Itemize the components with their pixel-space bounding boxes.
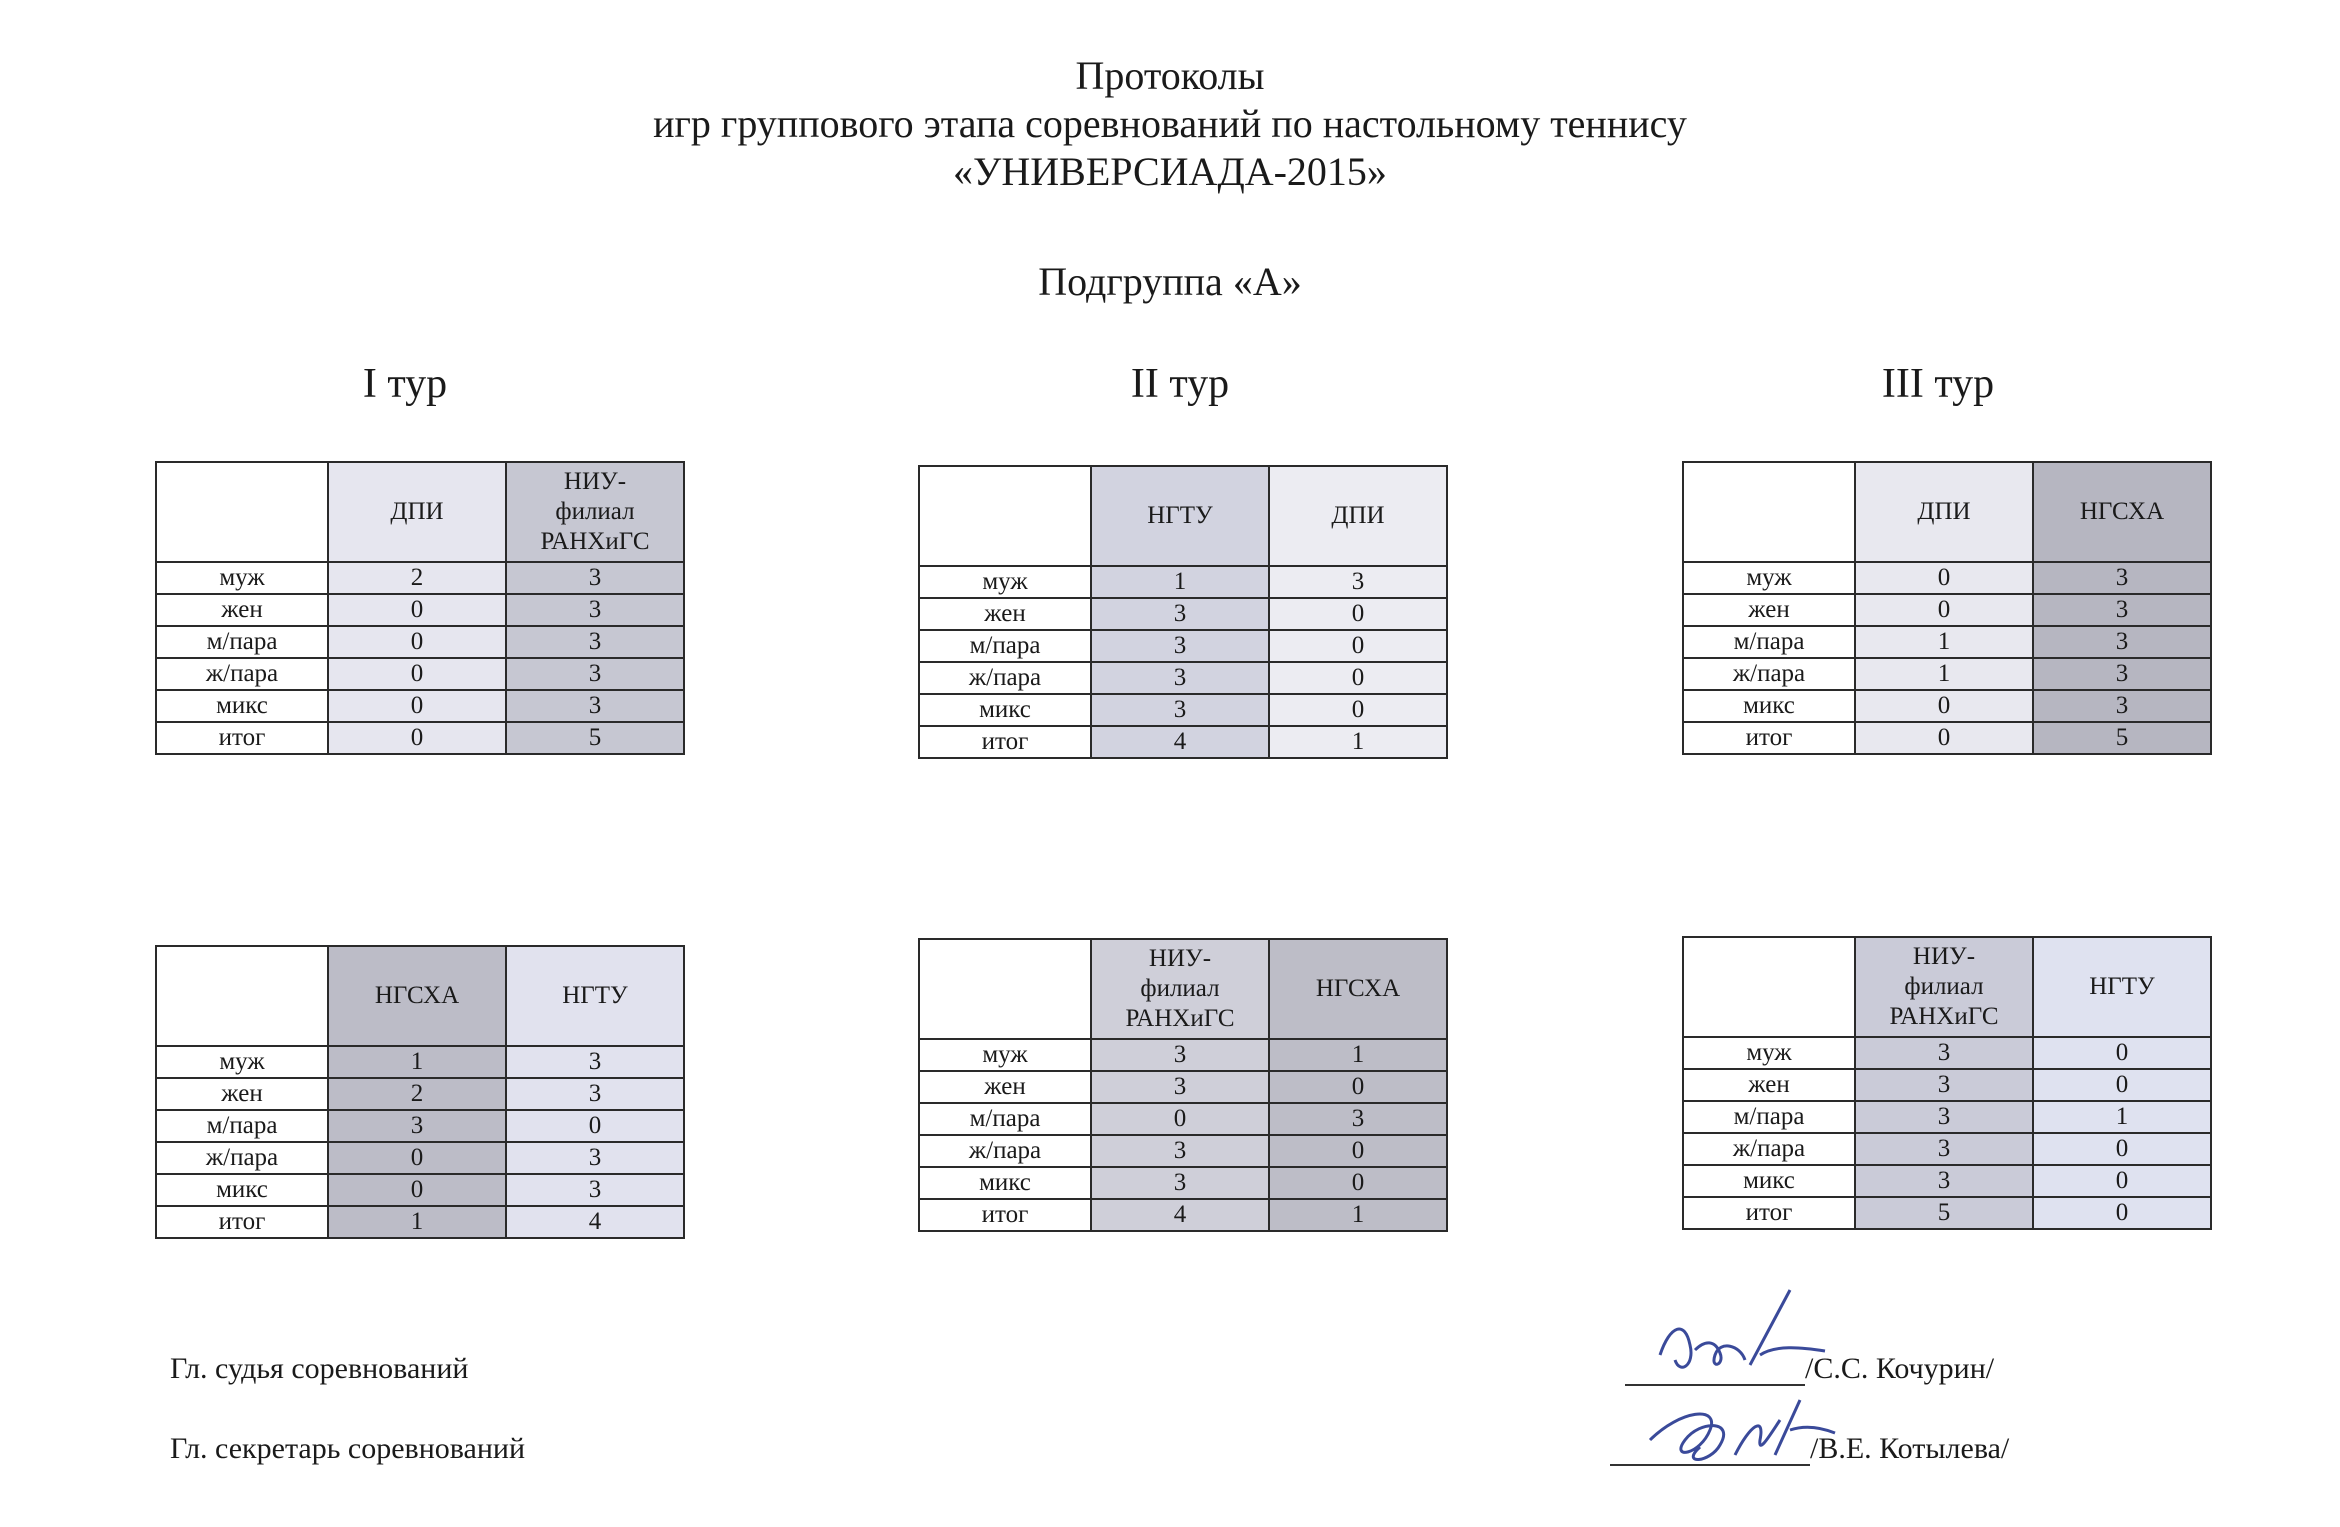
team-b-score: 3 — [506, 594, 684, 626]
team-b-score: 1 — [1269, 1199, 1447, 1231]
table-row — [156, 722, 684, 754]
row-label: м/пара — [919, 1103, 1091, 1135]
team-a-score: 0 — [1091, 1103, 1269, 1135]
table-header-row — [156, 462, 684, 562]
table-header-row — [1683, 462, 2211, 562]
table-row — [1683, 594, 2211, 626]
table-row — [919, 726, 1447, 758]
title-line-3: «УНИВЕРСИАДА-2015» — [953, 149, 1387, 194]
team-b-score: 1 — [1269, 1039, 1447, 1071]
team-b-score: 3 — [2033, 594, 2211, 626]
judge-signature-image — [1640, 1285, 1840, 1395]
team-a-score: 0 — [328, 1142, 506, 1174]
row-label: м/пара — [1683, 1101, 1855, 1133]
team-a-score: 3 — [1855, 1037, 2033, 1069]
row-label: итог — [919, 1199, 1091, 1231]
team-b-header: ДПИ — [1269, 466, 1447, 566]
team-b-score: 0 — [2033, 1197, 2211, 1229]
team-a-score: 2 — [328, 562, 506, 594]
team-a-score: 3 — [328, 1110, 506, 1142]
team-b-score: 1 — [1269, 726, 1447, 758]
document-title — [0, 52, 2340, 196]
team-b-score: 0 — [1269, 598, 1447, 630]
row-label: ж/пара — [919, 1135, 1091, 1167]
table-row — [156, 690, 684, 722]
team-b-score: 1 — [2033, 1101, 2211, 1133]
table-row — [1683, 722, 2211, 754]
team-b-header: НГТУ — [506, 946, 684, 1046]
team-a-score: 1 — [1091, 566, 1269, 598]
row-label: итог — [919, 726, 1091, 758]
table-row — [919, 1039, 1447, 1071]
team-a-score: 3 — [1855, 1133, 2033, 1165]
team-a-score: 1 — [328, 1046, 506, 1078]
team-a-score: 0 — [328, 690, 506, 722]
table-row — [156, 1078, 684, 1110]
team-b-score: 0 — [1269, 662, 1447, 694]
team-a-header: НГТУ — [1091, 466, 1269, 566]
team-b-score: 3 — [506, 562, 684, 594]
row-label: жен — [1683, 594, 1855, 626]
team-a-header: ДПИ — [328, 462, 506, 562]
team-a-score: 0 — [328, 1174, 506, 1206]
row-label: ж/пара — [156, 658, 328, 690]
team-b-score: 5 — [2033, 722, 2211, 754]
table-row — [919, 662, 1447, 694]
table-row — [156, 594, 684, 626]
header-corner-cell — [156, 462, 328, 562]
team-a-score: 0 — [328, 594, 506, 626]
table-row — [919, 1135, 1447, 1167]
team-a-score: 3 — [1855, 1069, 2033, 1101]
team-a-score: 0 — [1855, 562, 2033, 594]
team-b-score: 5 — [506, 722, 684, 754]
team-a-header: НИУ- филиал РАНХиГС — [1091, 939, 1269, 1039]
header-corner-cell — [1683, 462, 1855, 562]
table-row — [1683, 658, 2211, 690]
team-a-score: 1 — [328, 1206, 506, 1238]
table-row — [156, 1206, 684, 1238]
row-label: муж — [919, 566, 1091, 598]
round-title-3: III тур — [1881, 361, 1995, 407]
row-label: итог — [1683, 1197, 1855, 1229]
row-label: муж — [156, 562, 328, 594]
team-a-score: 0 — [328, 626, 506, 658]
team-b-score: 3 — [2033, 626, 2211, 658]
subgroup-title: Подгруппа «А» — [1038, 259, 1302, 304]
row-label: муж — [156, 1046, 328, 1078]
team-a-score: 3 — [1091, 1167, 1269, 1199]
row-label: жен — [919, 598, 1091, 630]
row-label: жен — [156, 594, 328, 626]
table-row — [1683, 1069, 2211, 1101]
match-table — [155, 945, 685, 1239]
team-a-score: 3 — [1091, 662, 1269, 694]
row-label: ж/пара — [1683, 1133, 1855, 1165]
table-header-row — [919, 466, 1447, 566]
team-b-score: 0 — [506, 1110, 684, 1142]
table-row — [1683, 1165, 2211, 1197]
table-row — [1683, 1101, 2211, 1133]
team-b-header: НГСХА — [1269, 939, 1447, 1039]
table-row — [919, 566, 1447, 598]
row-label: микс — [919, 1167, 1091, 1199]
team-a-score: 0 — [1855, 594, 2033, 626]
row-label: ж/пара — [1683, 658, 1855, 690]
team-b-score: 0 — [1269, 1167, 1447, 1199]
row-label: микс — [156, 1174, 328, 1206]
header-corner-cell — [919, 939, 1091, 1039]
row-label: ж/пара — [919, 662, 1091, 694]
row-label: жен — [1683, 1069, 1855, 1101]
row-label: микс — [919, 694, 1091, 726]
team-b-header: НИУ- филиал РАНХиГС — [506, 462, 684, 562]
round-title-1: I тур — [362, 361, 448, 407]
team-b-score: 3 — [506, 690, 684, 722]
header-corner-cell — [919, 466, 1091, 566]
team-b-score: 3 — [1269, 1103, 1447, 1135]
row-label: м/пара — [156, 1110, 328, 1142]
team-a-score: 4 — [1091, 1199, 1269, 1231]
team-a-header: НИУ- филиал РАНХиГС — [1855, 937, 2033, 1037]
team-b-score: 0 — [2033, 1037, 2211, 1069]
team-b-header: НГСХА — [2033, 462, 2211, 562]
team-a-score: 1 — [1855, 626, 2033, 658]
table-row — [919, 694, 1447, 726]
row-label: микс — [1683, 690, 1855, 722]
team-a-score: 3 — [1091, 694, 1269, 726]
team-b-score: 3 — [1269, 566, 1447, 598]
judge-title: Гл. судья соревнований — [170, 1352, 469, 1385]
row-label: ж/пара — [156, 1142, 328, 1174]
team-b-score: 4 — [506, 1206, 684, 1238]
team-a-header: НГСХА — [328, 946, 506, 1046]
row-label: муж — [919, 1039, 1091, 1071]
row-label: микс — [156, 690, 328, 722]
row-label: м/пара — [156, 626, 328, 658]
judge-name: /С.С. Кочурин/ — [1805, 1352, 1995, 1385]
title-line-1: Протоколы — [1075, 53, 1265, 98]
team-b-score: 0 — [1269, 1135, 1447, 1167]
secretary-signature-image — [1640, 1385, 1840, 1475]
row-label: м/пара — [919, 630, 1091, 662]
table-row — [156, 1174, 684, 1206]
team-b-score: 0 — [2033, 1165, 2211, 1197]
team-a-score: 1 — [1855, 658, 2033, 690]
table-row — [156, 658, 684, 690]
match-table — [1682, 461, 2212, 755]
team-b-score: 3 — [2033, 690, 2211, 722]
team-b-score: 0 — [2033, 1069, 2211, 1101]
table-header-row — [919, 939, 1447, 1039]
table-row — [1683, 690, 2211, 722]
row-label: итог — [156, 722, 328, 754]
table-row — [1683, 1037, 2211, 1069]
row-label: муж — [1683, 562, 1855, 594]
match-table — [918, 938, 1448, 1232]
team-a-header: ДПИ — [1855, 462, 2033, 562]
table-row — [156, 1046, 684, 1078]
team-a-score: 4 — [1091, 726, 1269, 758]
team-a-score: 0 — [328, 658, 506, 690]
team-b-score: 0 — [1269, 694, 1447, 726]
team-b-score: 3 — [2033, 658, 2211, 690]
table-header-row — [156, 946, 684, 1046]
team-a-score: 3 — [1855, 1101, 2033, 1133]
table-row — [1683, 626, 2211, 658]
team-b-score: 3 — [506, 1142, 684, 1174]
match-table — [155, 461, 685, 755]
team-a-score: 3 — [1091, 598, 1269, 630]
team-b-score: 0 — [1269, 630, 1447, 662]
team-b-score: 3 — [2033, 562, 2211, 594]
team-b-score: 3 — [506, 626, 684, 658]
row-label: итог — [156, 1206, 328, 1238]
header-corner-cell — [1683, 937, 1855, 1037]
header-corner-cell — [156, 946, 328, 1046]
team-b-score: 3 — [506, 1174, 684, 1206]
row-label: итог — [1683, 722, 1855, 754]
team-a-score: 2 — [328, 1078, 506, 1110]
table-row — [156, 1110, 684, 1142]
team-a-score: 0 — [1855, 722, 2033, 754]
team-a-score: 3 — [1091, 630, 1269, 662]
team-b-score: 3 — [506, 1078, 684, 1110]
table-row — [1683, 1133, 2211, 1165]
row-label: жен — [919, 1071, 1091, 1103]
team-b-score: 3 — [506, 1046, 684, 1078]
table-row — [1683, 562, 2211, 594]
secretary-title: Гл. секретарь соревнований — [170, 1432, 526, 1465]
title-line-2: игр группового этапа соревнований по настольному теннису — [653, 101, 1687, 146]
match-table — [1682, 936, 2212, 1230]
team-b-score: 0 — [2033, 1133, 2211, 1165]
team-a-score: 3 — [1091, 1039, 1269, 1071]
row-label: жен — [156, 1078, 328, 1110]
table-row — [919, 1167, 1447, 1199]
table-row — [156, 562, 684, 594]
match-table — [918, 465, 1448, 759]
team-a-score: 5 — [1855, 1197, 2033, 1229]
secretary-name: /В.Е. Котылева/ — [1810, 1432, 2010, 1465]
row-label: м/пара — [1683, 626, 1855, 658]
row-label: микс — [1683, 1165, 1855, 1197]
table-row — [919, 598, 1447, 630]
table-row — [919, 630, 1447, 662]
table-row — [919, 1199, 1447, 1231]
team-b-score: 3 — [506, 658, 684, 690]
table-row — [919, 1071, 1447, 1103]
team-b-score: 0 — [1269, 1071, 1447, 1103]
round-title-2: II тур — [1130, 361, 1230, 407]
team-a-score: 3 — [1091, 1135, 1269, 1167]
row-label: муж — [1683, 1037, 1855, 1069]
table-row — [919, 1103, 1447, 1135]
team-a-score: 0 — [1855, 690, 2033, 722]
team-a-score: 0 — [328, 722, 506, 754]
table-header-row — [1683, 937, 2211, 1037]
team-a-score: 3 — [1855, 1165, 2033, 1197]
table-row — [156, 1142, 684, 1174]
table-row — [156, 626, 684, 658]
table-row — [1683, 1197, 2211, 1229]
team-b-header: НГТУ — [2033, 937, 2211, 1037]
team-a-score: 3 — [1091, 1071, 1269, 1103]
